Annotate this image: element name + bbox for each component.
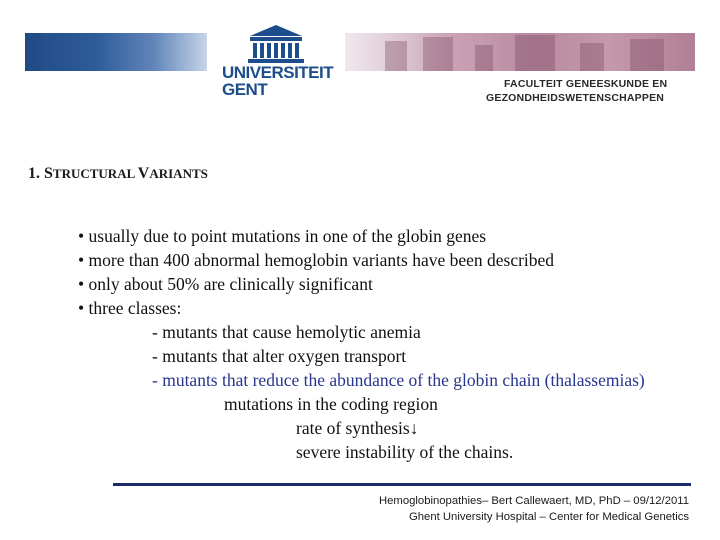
class-item: - mutants that cause hemolytic anemia bbox=[152, 322, 421, 342]
bullet-item bbox=[78, 298, 181, 319]
faculty-name-line1: FACULTEIT GENEESKUNDE EN bbox=[504, 78, 668, 90]
class-item-highlighted: - mutants that reduce the abundance of the globin chain (thalassemias) bbox=[152, 370, 645, 390]
bullet-text: usually due to point mutations in one of the globin genes bbox=[88, 226, 487, 246]
university-name-line2: GENT bbox=[222, 80, 268, 99]
header-band-photo bbox=[345, 33, 695, 71]
effect-item: rate of synthesis↓ bbox=[296, 418, 419, 438]
bullet-icon: • bbox=[78, 274, 85, 294]
title-cap-s: S bbox=[44, 165, 53, 182]
footer bbox=[379, 494, 689, 525]
effect-item: severe instability of the chains. bbox=[296, 442, 514, 462]
sub-line: mutations in the coding region bbox=[224, 394, 438, 414]
title-rest-2: ARIANTS bbox=[149, 166, 208, 181]
bullet-icon: • bbox=[78, 250, 85, 270]
bullet-text: more than 400 abnormal hemoglobin variants have been described bbox=[88, 250, 555, 270]
bullet-text: three classes: bbox=[88, 298, 182, 318]
bullet-item bbox=[78, 250, 554, 271]
bullet-icon: • bbox=[78, 226, 85, 246]
faculty-name-line2: GEZONDHEIDSWETENSCHAPPEN bbox=[486, 92, 665, 104]
header-band-left bbox=[25, 33, 207, 71]
university-name bbox=[222, 64, 332, 98]
slide-title bbox=[28, 165, 208, 183]
footer-divider bbox=[113, 483, 691, 486]
footer-line1: Hemoglobinopathies– Bert Callewaert, MD, PhD – 09/12/2011 bbox=[378, 495, 689, 507]
footer-line2: Ghent University Hospital – Center for Medical Genetics bbox=[408, 510, 689, 523]
title-cap-v: V bbox=[137, 165, 150, 182]
title-number: 1. bbox=[28, 165, 44, 182]
bullet-item bbox=[78, 226, 486, 247]
class-item: - mutants that alter oxygen transport bbox=[152, 346, 407, 366]
bullet-icon: • bbox=[78, 298, 85, 318]
bullet-text: only about 50% are clinically significant bbox=[88, 274, 373, 294]
title-rest-1: TRUCTURAL bbox=[52, 166, 138, 181]
university-name-line1: UNIVERSITEIT bbox=[222, 63, 334, 82]
bullet-item bbox=[78, 274, 373, 295]
faculty-name bbox=[486, 77, 667, 105]
